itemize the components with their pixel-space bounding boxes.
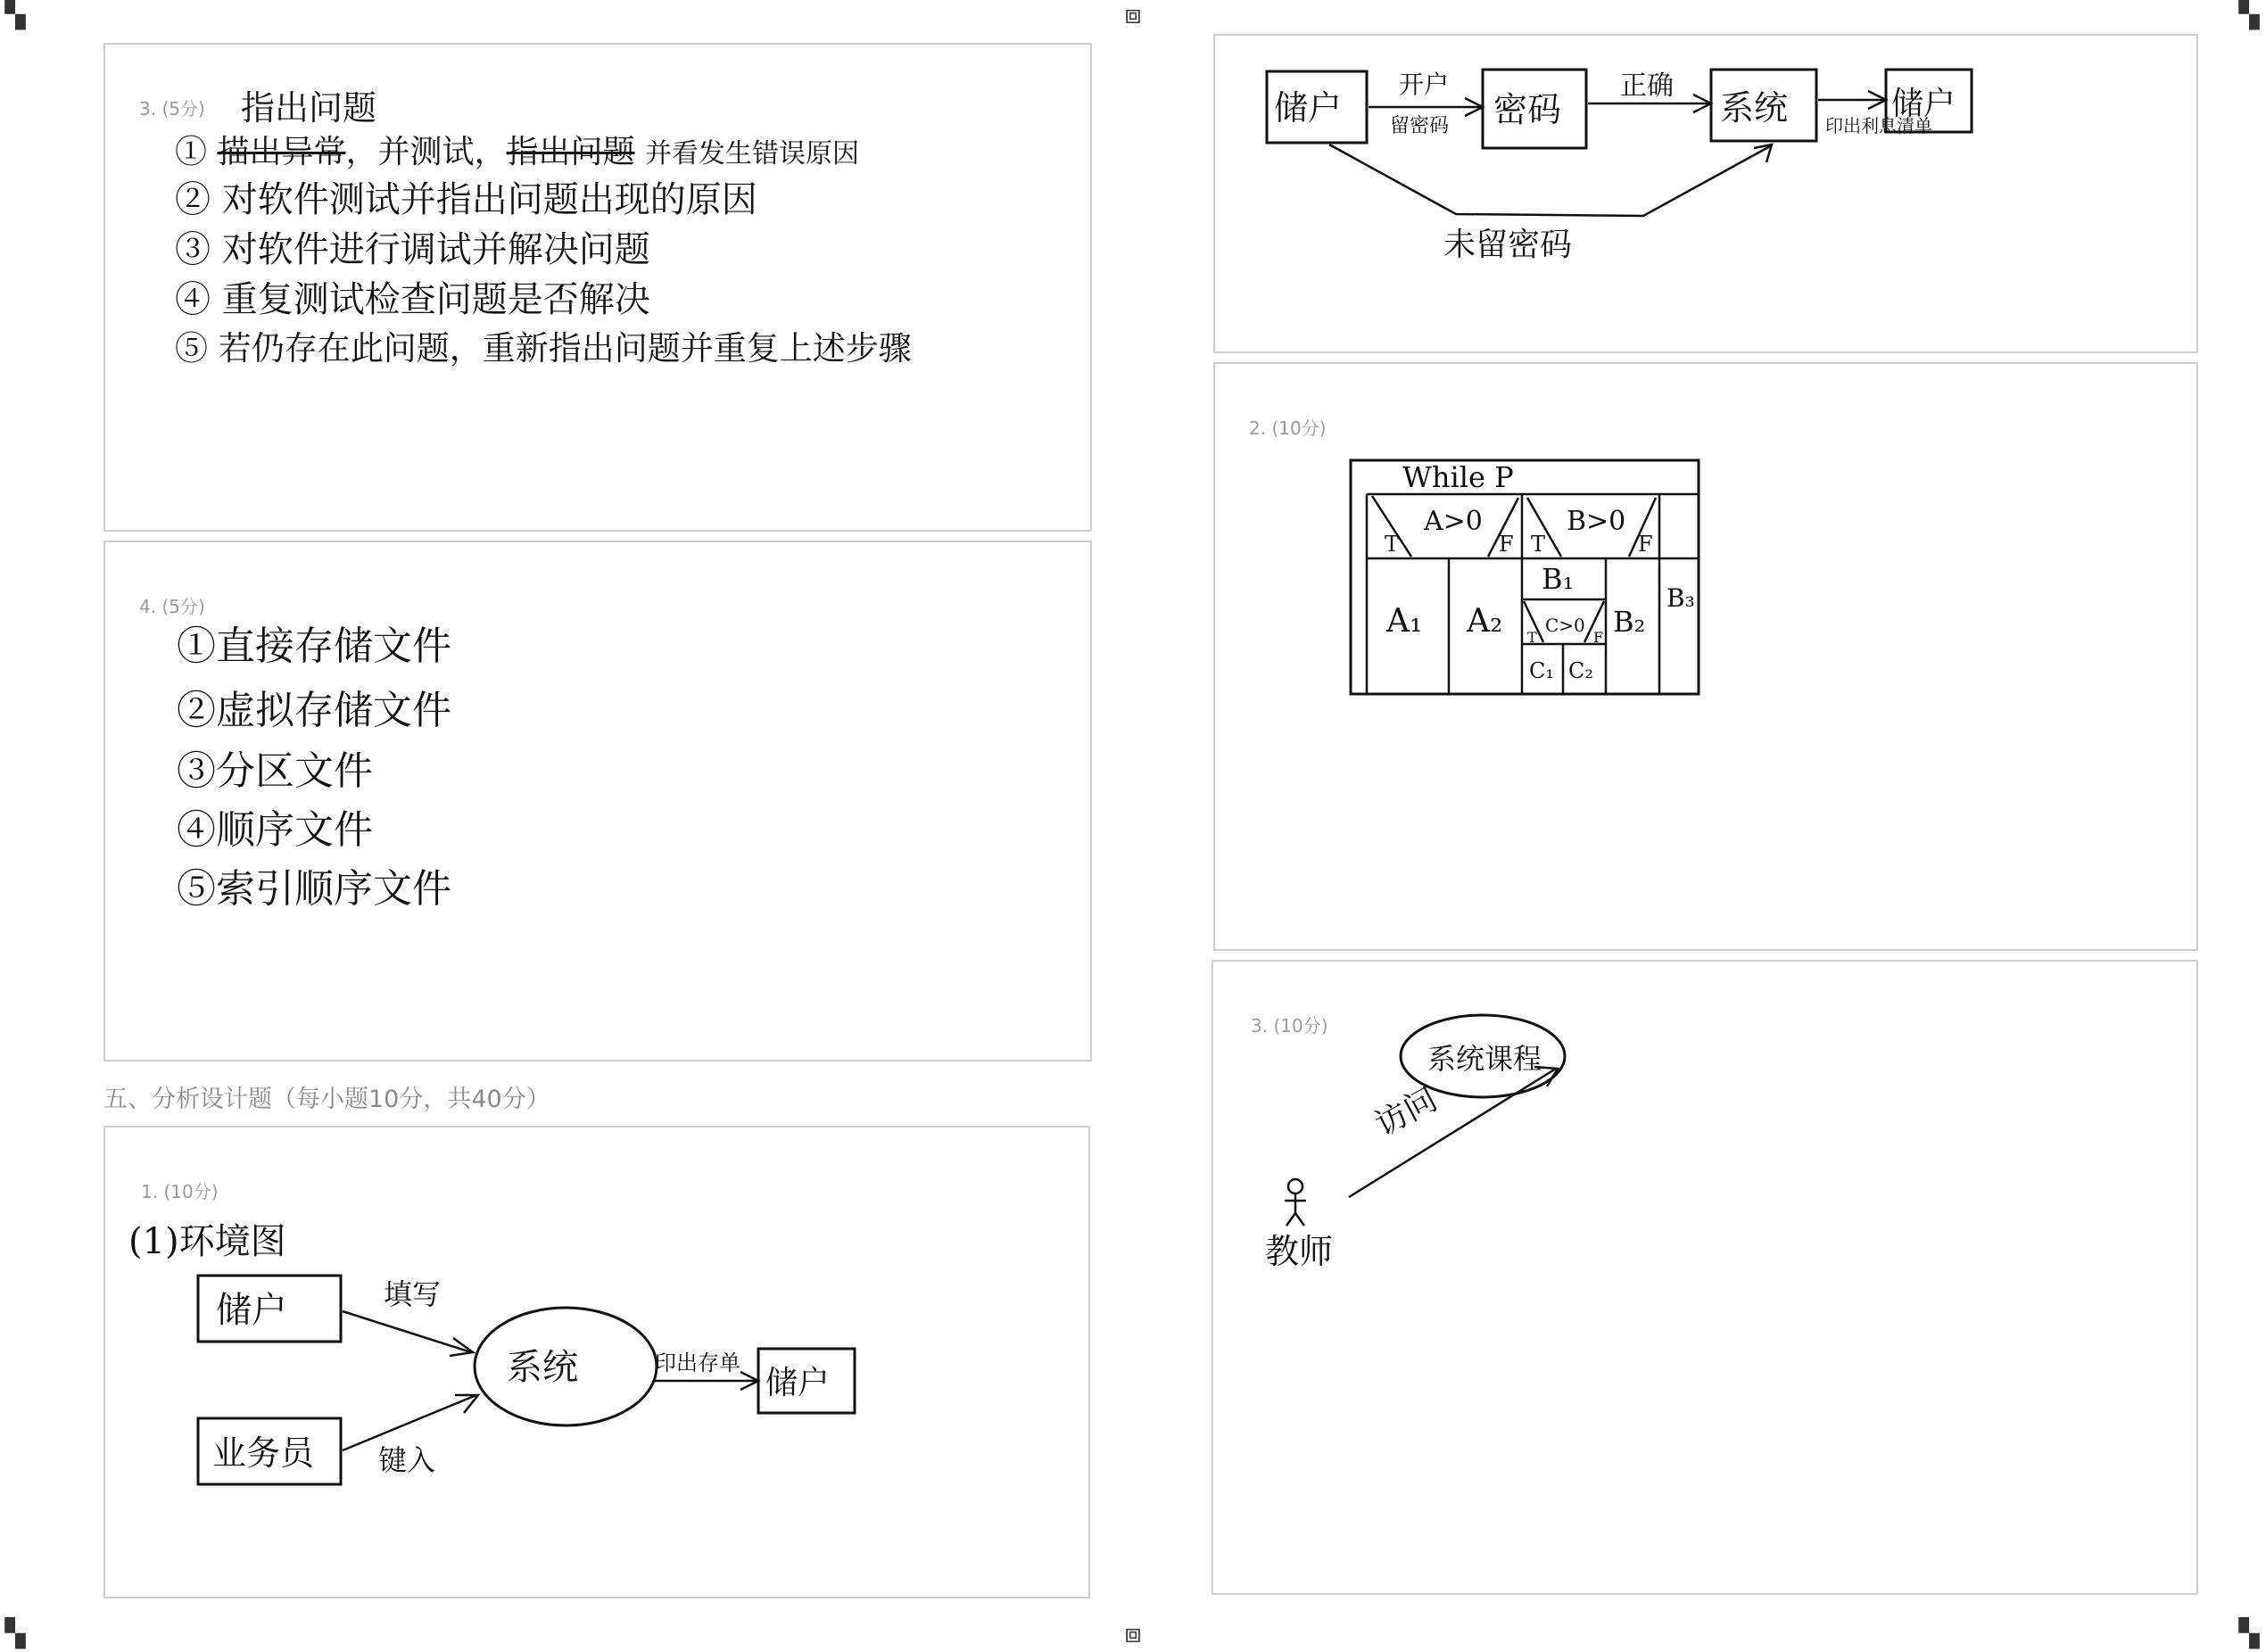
page-corner-marker: ▚ <box>4 1618 26 1649</box>
answer-panel-q4-left <box>103 541 1092 1061</box>
item-number: ⑤ <box>175 329 208 368</box>
answer-text: 重复测试检查问题是否解决 <box>221 279 650 320</box>
block-label: B₂ <box>1613 605 1646 639</box>
answer-panel-q2-right <box>1213 362 2198 951</box>
actor-leg <box>1295 1213 1304 1226</box>
answer-line-4 <box>175 271 650 322</box>
loop-frame <box>1351 460 1699 694</box>
loop-condition: While P <box>1402 460 1514 494</box>
ns-diagram <box>1215 364 2200 953</box>
answer-line-1 <box>175 127 859 172</box>
cond-label: B>0 <box>1567 506 1626 537</box>
block-label: B₃ <box>1666 583 1695 613</box>
answer-panel-q1-left <box>103 1126 1090 1598</box>
data-flow-label: 键入 <box>378 1443 436 1477</box>
block-label: B₁ <box>1542 562 1575 596</box>
answer-line-3 <box>175 221 650 272</box>
true-label: T <box>1385 532 1400 557</box>
item-number: ③ <box>175 229 211 270</box>
entity-label: 密码 <box>1493 90 1562 129</box>
false-label: F <box>1638 532 1653 557</box>
block-label: A₁ <box>1386 603 1423 640</box>
flow-label: 留密码 <box>1390 115 1450 137</box>
answer-line-4: ④顺序文件 <box>177 807 373 853</box>
page-corner-marker: ▚ <box>2238 0 2260 30</box>
page-corner-marker: ⧈ <box>1124 1618 1142 1649</box>
false-label: F <box>1593 629 1604 646</box>
flow-label: 开户 <box>1399 70 1450 99</box>
item-number: ② <box>175 179 211 220</box>
flow-diagram <box>1215 36 2200 355</box>
use-case-diagram <box>1213 962 2200 1597</box>
cond-label: C>0 <box>1545 615 1585 636</box>
struck-text: 描出异常 <box>217 134 346 170</box>
external-entity-label: 储户 <box>216 1290 287 1331</box>
item-number: ④ <box>175 279 211 320</box>
page-corner-marker: ▚ <box>4 0 26 30</box>
answer-line-5: ⑤索引顺序文件 <box>177 866 451 912</box>
association-label: 访问 <box>1369 1080 1443 1144</box>
block-label: C₂ <box>1568 658 1593 683</box>
actor-leg <box>1286 1213 1295 1226</box>
answer-panel-q3-left <box>103 43 1092 532</box>
answer-panel-top-right <box>1213 34 2198 353</box>
entity-label: 系统 <box>1720 88 1789 128</box>
cond-label: A>0 <box>1424 506 1483 537</box>
flow-label: 印出利息清单 <box>1825 115 1932 136</box>
answer-panel-q3-right <box>1212 960 2198 1595</box>
handwritten-note: 指出问题 <box>241 88 377 128</box>
page-corner-marker: ⧈ <box>1124 0 1142 30</box>
entity-label: 储户 <box>1274 88 1343 128</box>
data-flow-arrow <box>343 1395 476 1450</box>
use-case-label: 系统课程 <box>1427 1042 1542 1076</box>
false-label: F <box>1499 532 1514 557</box>
answer-text: ，并测试， <box>345 134 507 170</box>
question-label: 2. (10分) <box>1249 417 1327 439</box>
true-label: T <box>1527 629 1537 646</box>
question-label: 4. (5分) <box>139 596 205 617</box>
item-number: ① <box>175 134 208 170</box>
block-label: C₁ <box>1529 658 1554 683</box>
block-label: A₂ <box>1467 603 1503 640</box>
question-label: 1. (10分) <box>141 1181 219 1202</box>
answer-line-1: ①直接存储文件 <box>177 624 451 669</box>
entity-label: 储户 <box>1891 86 1956 122</box>
external-entity-label: 储户 <box>765 1365 831 1401</box>
page-corner-marker: ▚ <box>2238 1618 2260 1649</box>
answer-text: 对软件进行调试并解决问题 <box>221 229 650 270</box>
answer-line-2 <box>175 171 757 222</box>
actor-head <box>1288 1179 1303 1194</box>
answer-line-3: ③分区文件 <box>177 748 373 794</box>
answer-line-5 <box>175 321 912 369</box>
answer-text: 对软件测试并指出问题出现的原因 <box>221 179 757 220</box>
external-entity-label: 业务员 <box>212 1433 315 1473</box>
true-label: T <box>1531 532 1546 557</box>
flow-label: 未留密码 <box>1443 227 1573 263</box>
diagram-subtitle: (1)环境图 <box>128 1221 286 1262</box>
process-label: 系统 <box>507 1347 578 1388</box>
question-label: 3. (5分) <box>139 98 205 120</box>
struck-text: 指出问题 <box>506 134 635 170</box>
section-title: 五、分析设计题（每小题10分，共40分） <box>103 1086 550 1113</box>
flow-label: 正确 <box>1620 70 1674 102</box>
flow-arrow <box>1329 145 1770 216</box>
data-flow-label: 印出存单 <box>655 1351 740 1375</box>
context-diagram <box>105 1127 1092 1600</box>
answer-text: 并看发生错误原因 <box>644 138 859 169</box>
actor-label: 教师 <box>1265 1232 1334 1271</box>
question-label: 3. (10分) <box>1251 1015 1328 1037</box>
arrow-head <box>455 1395 478 1413</box>
data-flow-label: 填写 <box>384 1277 442 1311</box>
data-flow-arrow <box>343 1311 471 1352</box>
answer-text: 若仍存在此问题，重新指出问题并重复上述步骤 <box>218 329 912 368</box>
answer-line-2: ②虚拟存储文件 <box>177 688 451 733</box>
